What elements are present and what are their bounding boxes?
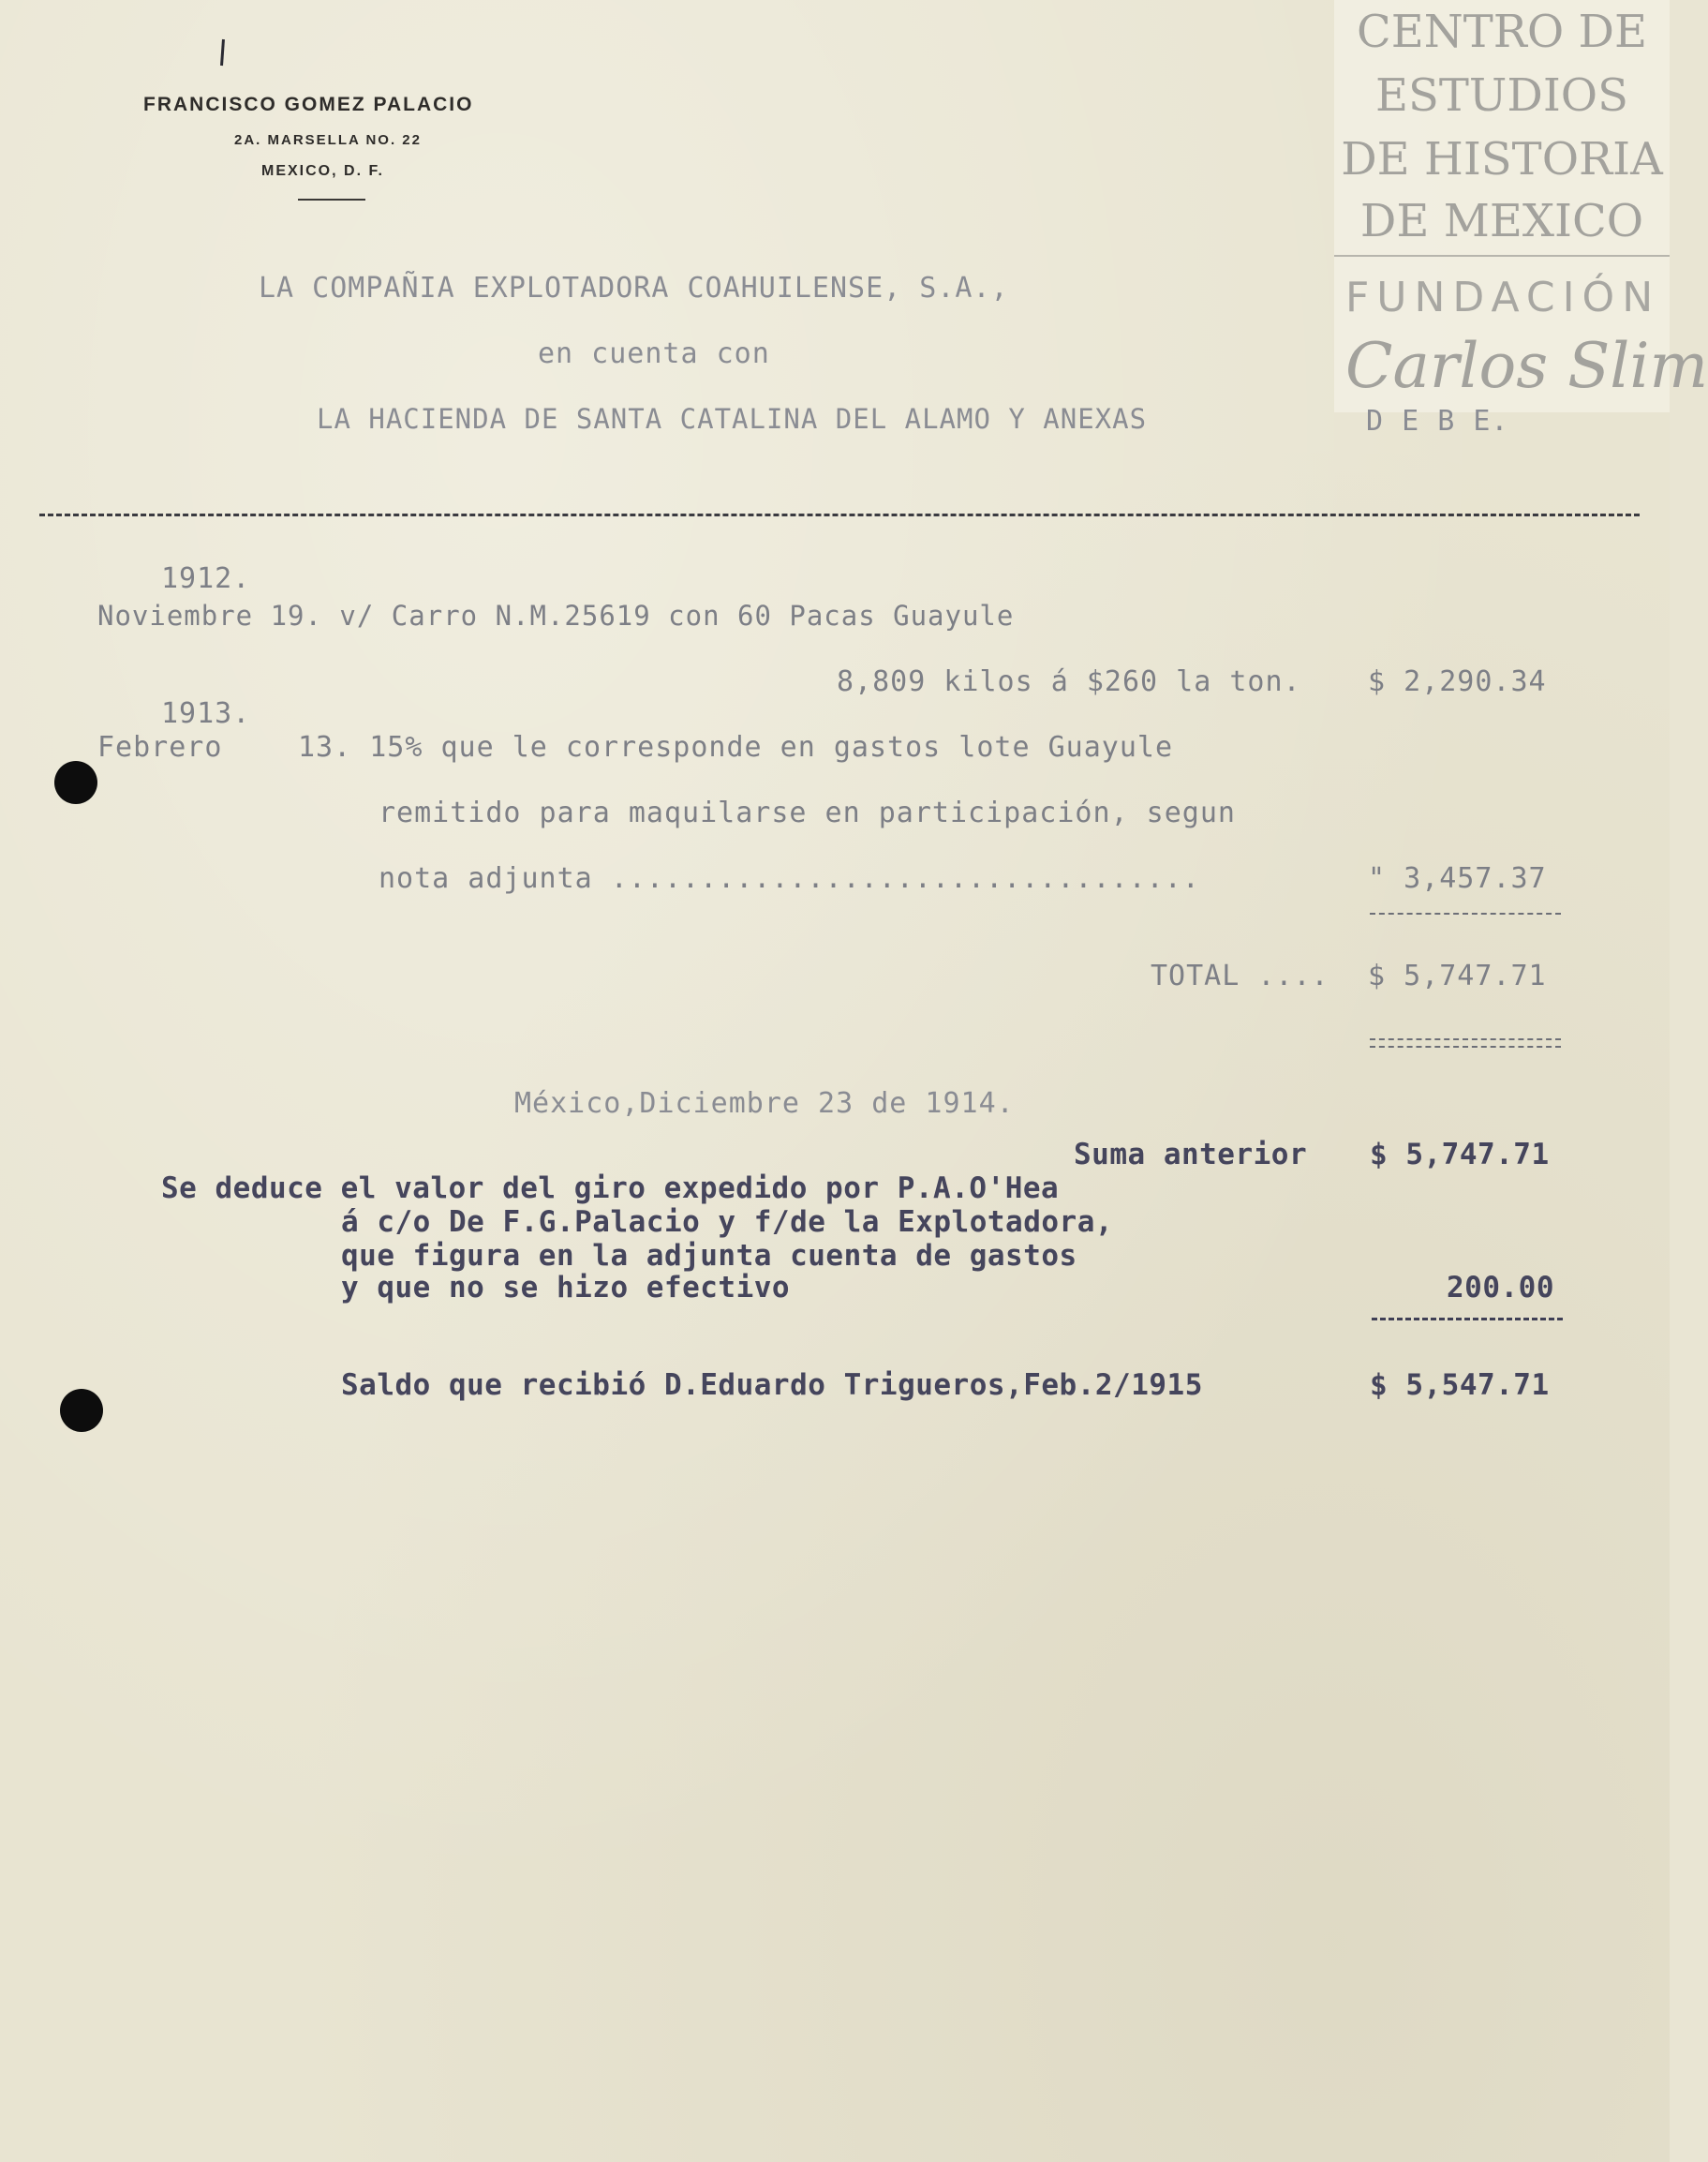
- binder-hole-bottom: [60, 1389, 103, 1432]
- date-line: México,Diciembre 23 de 1914.: [514, 1087, 1015, 1120]
- saldo-label: Saldo que recibió D.Eduardo Trigueros,Feb.2/1915: [341, 1368, 1203, 1402]
- entry-2-line-3: nota adjunta .................................: [379, 862, 1200, 895]
- watermark-rule: [1334, 255, 1670, 257]
- watermark-line-3: DE HISTORIA: [1341, 133, 1663, 186]
- watermark-line-4: DE MEXICO: [1359, 195, 1644, 247]
- deduction-amount: 200.00: [1447, 1271, 1554, 1305]
- total-label: TOTAL ....: [1151, 960, 1329, 992]
- deduction-line-3: que figura en la adjunta cuenta de gastos: [341, 1239, 1077, 1273]
- heading-debe: D E B E.: [1366, 405, 1509, 438]
- deduction-rule: [1372, 1318, 1563, 1320]
- deduction-line-2: á c/o De F.G.Palacio y f/de la Explotadora,: [341, 1205, 1114, 1239]
- subtotal-rule: [1370, 913, 1561, 915]
- letterhead-name: FRANCISCO GOMEZ PALACIO: [143, 94, 474, 115]
- heading-company: LA COMPAÑIA EXPLOTADORA COAHUILENSE, S.A.,: [259, 272, 1009, 305]
- heading-hacienda: LA HACIENDA DE SANTA CATALINA DEL ALAMO Y ANEXAS: [317, 403, 1148, 435]
- watermark-signature: Carlos Slim: [1345, 330, 1708, 402]
- watermark-foundation: FUNDACIÓN: [1345, 274, 1661, 321]
- entry-1-amount: $ 2,290.34: [1368, 665, 1547, 698]
- letterhead-rule: [298, 199, 365, 201]
- letterhead-city: MEXICO, D. F.: [261, 163, 384, 179]
- entry-2-month: Febrero: [97, 731, 223, 764]
- suma-anterior-amount: $ 5,747.71: [1370, 1138, 1550, 1171]
- separator-line: [39, 514, 1640, 516]
- deduction-line-1: Se deduce el valor del giro expedido por P.A.O'Hea: [161, 1171, 1060, 1205]
- entry-1-line-2: 8,809 kilos á $260 la ton.: [837, 665, 1301, 698]
- watermark-line-1: CENTRO DE: [1356, 6, 1648, 58]
- suma-anterior-label: Suma anterior: [1074, 1138, 1308, 1171]
- saldo-amount: $ 5,547.71: [1370, 1368, 1550, 1402]
- binder-hole-top: [54, 761, 97, 804]
- heading-relation: en cuenta con: [538, 337, 770, 370]
- archive-watermark-logo: [1334, 0, 1708, 412]
- entry-1-line-1: Noviembre 19. v/ Carro N.M.25619 con 60 Pacas Guayule: [97, 600, 1015, 632]
- total-double-rule: [1370, 1038, 1561, 1048]
- entry-2-year: 1913.: [161, 697, 251, 730]
- deduction-line-4: y que no se hizo efectivo: [341, 1271, 791, 1305]
- entry-2-amount: " 3,457.37: [1368, 862, 1547, 895]
- watermark-line-2: ESTUDIOS: [1374, 69, 1629, 122]
- entry-2-line-1: 13. 15% que le corresponde en gastos lote Guayule: [298, 731, 1174, 764]
- pen-mark: [220, 39, 225, 66]
- entry-2-line-2: remitido para maquilarse en participación, segun: [379, 797, 1236, 829]
- letterhead-address: 2A. MARSELLA NO. 22: [234, 132, 422, 148]
- total-amount: $ 5,747.71: [1368, 960, 1547, 992]
- entry-1-year: 1912.: [161, 562, 251, 595]
